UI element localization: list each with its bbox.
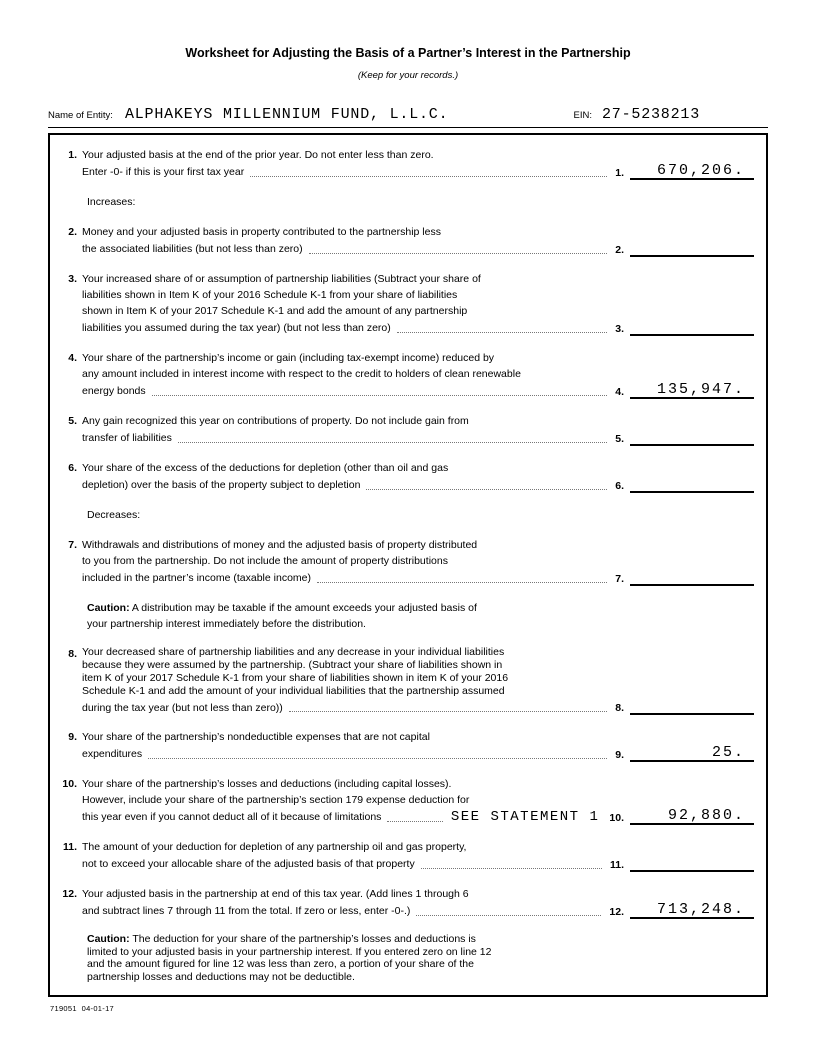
worksheet-body <box>48 133 768 997</box>
ein-label: EIN: <box>573 110 592 121</box>
dotted-leader <box>397 332 607 333</box>
line-12-amount: 713,248. <box>630 902 754 919</box>
dotted-leader <box>421 868 602 869</box>
line-7-text: Withdrawals and distributions of money and the adjusted basis of property distributed <box>82 539 478 551</box>
page-subtitle: (Keep for your records.) <box>357 70 459 81</box>
caution-text: A distribution may be taxable if the amount exceeds your adjusted basis of <box>131 602 477 614</box>
worksheet-line-11 <box>56 839 754 872</box>
line-4-number: 4. <box>68 352 77 364</box>
line-8-text: Schedule K-1 and add the amount of your individual liabilities that the partnership assumed <box>82 685 505 697</box>
caution-text: and the amount figured for line 12 was less than zero, a portion of your share of the <box>87 958 474 970</box>
line-8-text: Your decreased share of partnership liabilities and any decrease in your individual liabilities <box>82 646 505 658</box>
worksheet-line-12 <box>56 886 754 919</box>
caution-text: The deduction for your share of the partnership’s losses and deductions is <box>132 933 476 945</box>
line-6-text: Your share of the excess of the deductions for depletion (other than oil and gas <box>82 462 449 474</box>
caution-deduction-limit <box>56 933 754 983</box>
dotted-leader <box>289 711 607 712</box>
line-11-amount <box>630 855 754 872</box>
line-6-amount <box>630 476 754 493</box>
line-12-text: Your adjusted basis in the partnership at end of this tax year. (Add lines 1 through 6 <box>82 888 469 900</box>
line-8-ref: 8. <box>615 702 624 714</box>
line-6-ref: 6. <box>615 480 624 492</box>
line-11-ref: 11. <box>609 859 624 871</box>
line-3-text: liabilities shown in Item K of your 2016 Schedule K-1 from your share of liabilities <box>82 289 458 301</box>
entity-row <box>48 106 768 128</box>
worksheet-line-4 <box>56 350 754 399</box>
line-11-text: not to exceed your allocable share of the adjusted basis of that property <box>82 858 415 870</box>
worksheet-line-10 <box>56 776 754 825</box>
line-7-text: included in the partner’s income (taxable income) <box>82 572 311 584</box>
entity-name-value: ALPHAKEYS MILLENNIUM FUND, L.L.C. <box>124 106 449 123</box>
line-9-ref: 9. <box>615 749 624 761</box>
increases-heading: Increases: <box>87 196 136 208</box>
line-11-number: 11. <box>62 841 77 853</box>
line-4-amount: 135,947. <box>630 382 754 399</box>
line-10-ref: 10. <box>609 812 624 824</box>
dotted-leader <box>366 489 607 490</box>
line-12-number: 12. <box>62 888 77 900</box>
line-5-ref: 5. <box>615 433 624 445</box>
line-7-text: to you from the partnership. Do not include the amount of property distributions <box>82 555 448 567</box>
dotted-leader <box>416 915 601 916</box>
line-2-text: the associated liabilities (but not less than zero) <box>82 243 303 255</box>
line-8-amount <box>630 698 754 715</box>
ein-value: 27-5238213 <box>601 106 700 123</box>
line-7-ref: 7. <box>615 573 624 585</box>
line-3-number: 3. <box>68 273 77 285</box>
line-3-text: shown in Item K of your 2017 Schedule K-1 and add the amount of any partnership <box>82 305 468 317</box>
line-11-text: The amount of your deduction for depletion of any partnership oil and gas property, <box>82 841 467 853</box>
entity-label: Name of Entity: <box>48 110 113 121</box>
worksheet-line-3 <box>56 271 754 336</box>
line-8-text: during the tax year (but not less than zero)) <box>82 702 283 714</box>
line-10-amount: 92,880. <box>630 808 754 825</box>
dotted-leader <box>309 253 608 254</box>
caution-text: your partnership interest immediately before the distribution. <box>87 618 366 630</box>
line-10-text: Your share of the partnership’s losses and deductions (including capital losses). <box>82 778 452 790</box>
line-9-text: Your share of the partnership’s nondeductible expenses that are not capital <box>82 731 430 743</box>
worksheet-line-5 <box>56 413 754 446</box>
line-1-ref: 1. <box>615 167 624 179</box>
caution-distribution <box>56 600 754 632</box>
dotted-leader <box>250 176 607 177</box>
line-12-text: and subtract lines 7 through 11 from the total. If zero or less, enter -0-.) <box>82 905 411 917</box>
line-2-ref: 2. <box>615 244 624 256</box>
line-10-text: this year even if you cannot deduct all of it because of limitations <box>82 811 382 823</box>
line-6-text: depletion) over the basis of the property subject to depletion <box>82 479 361 491</box>
line-6-number: 6. <box>68 462 77 474</box>
line-5-text: Any gain recognized this year on contributions of property. Do not include gain from <box>82 415 469 427</box>
page-title: Worksheet for Adjusting the Basis of a Partner’s Interest in the Partnership <box>185 46 631 60</box>
line-2-number: 2. <box>68 226 77 238</box>
line-12-ref: 12. <box>609 906 624 918</box>
caution-text: partnership losses and deductions may not be deductible. <box>87 970 355 983</box>
line-10-text: However, include your share of the partnership’s section 179 expense deduction for <box>82 794 470 806</box>
dotted-leader <box>152 395 608 396</box>
line-9-amount: 25. <box>630 745 754 762</box>
decreases-heading: Decreases: <box>87 509 141 521</box>
line-1-text: Your adjusted basis at the end of the prior year. Do not enter less than zero. <box>82 149 434 161</box>
line-1-number: 1. <box>68 149 77 161</box>
worksheet-line-7 <box>56 537 754 586</box>
line-8-text: because they were assumed by the partnership. (Subtract your share of liabilities shown in <box>82 659 503 671</box>
line-4-text: energy bonds <box>82 385 146 397</box>
line-9-number: 9. <box>68 731 77 743</box>
line-4-ref: 4. <box>615 386 624 398</box>
line-3-text: Your increased share of or assumption of partnership liabilities (Subtract your share of <box>82 273 481 285</box>
line-1-text: Enter -0- if this is your first tax year <box>82 166 245 178</box>
line-8-number: 8. <box>68 648 77 660</box>
line-9-text: expenditures <box>82 748 143 760</box>
line-2-text: Money and your adjusted basis in property contributed to the partnership less <box>82 226 441 238</box>
worksheet-line-9 <box>56 729 754 762</box>
line-1-amount: 670,206. <box>630 163 754 180</box>
form-code: 719051 04-01-17 <box>50 1004 115 1013</box>
line-5-text: transfer of liabilities <box>82 432 172 444</box>
line-3-text: liabilities you assumed during the tax year) (but not less than zero) <box>82 322 391 334</box>
dotted-leader <box>178 442 607 443</box>
worksheet-line-1 <box>56 147 754 180</box>
line-3-ref: 3. <box>615 323 624 335</box>
line-7-number: 7. <box>68 539 77 551</box>
line-4-text: any amount included in interest income with respect to the credit to holders of clean renewable <box>82 368 521 380</box>
worksheet-line-8 <box>56 646 754 715</box>
line-5-amount <box>630 429 754 446</box>
dotted-leader <box>387 821 442 822</box>
line-4-text: Your share of the partnership’s income or gain (including tax-exempt income) reduced by <box>82 352 495 364</box>
caution-label: Caution: <box>87 602 130 614</box>
statement-reference: SEE STATEMENT 1 <box>450 809 600 825</box>
dotted-leader <box>148 758 607 759</box>
line-7-amount <box>630 569 754 586</box>
worksheet-line-6 <box>56 460 754 493</box>
line-5-number: 5. <box>68 415 77 427</box>
line-3-amount <box>630 319 754 336</box>
caution-label: Caution: <box>87 933 130 945</box>
line-8-text: item K of your 2017 Schedule K-1 from your share of liabilities shown in item K of your 2016 <box>82 672 509 684</box>
line-2-amount <box>630 240 754 257</box>
dotted-leader <box>317 582 607 583</box>
line-10-number: 10. <box>62 778 77 790</box>
worksheet-line-2 <box>56 224 754 257</box>
caution-text: limited to your adjusted basis in your partnership interest. If you entered zero on line 12 <box>87 945 492 958</box>
